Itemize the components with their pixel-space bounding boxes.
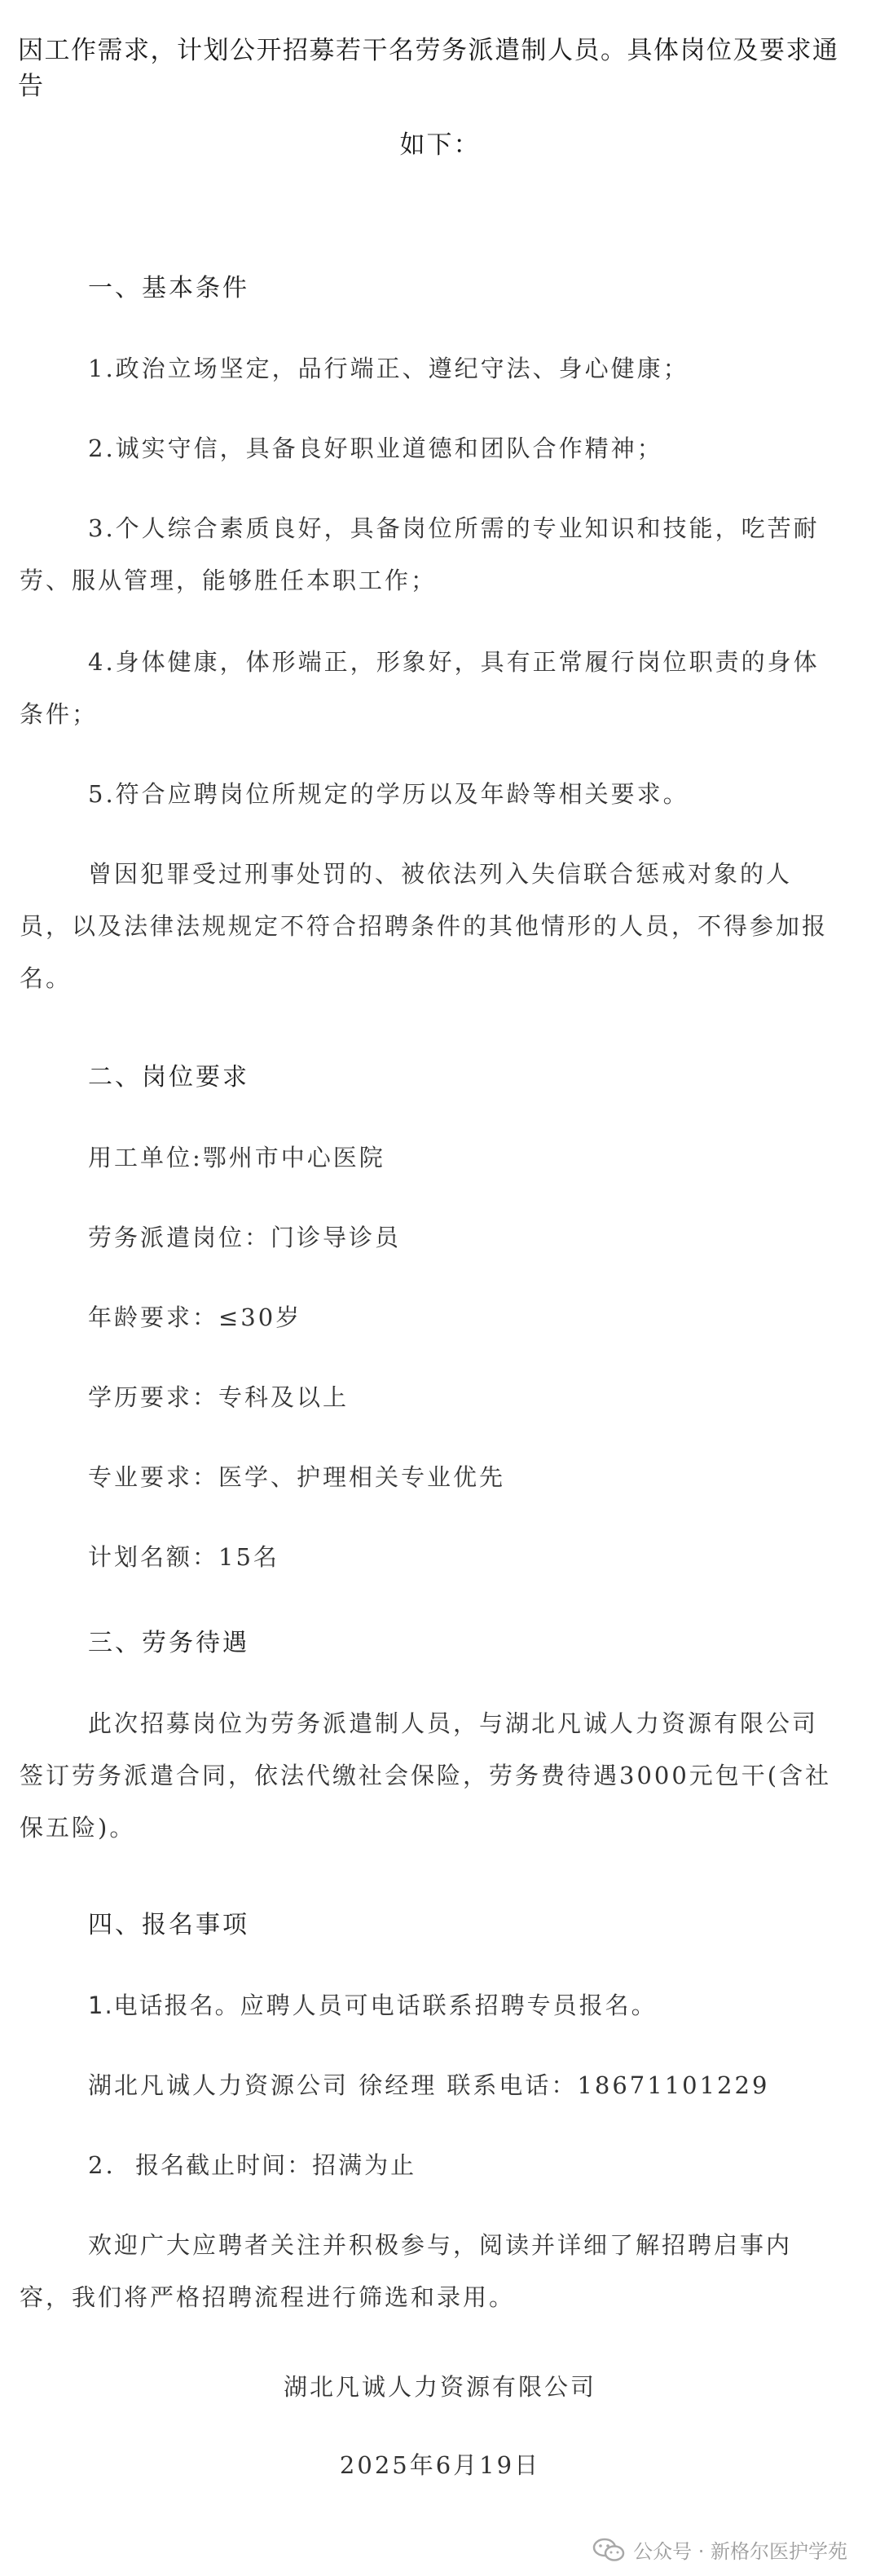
deadline-value: 招满为止	[312, 2151, 417, 2179]
phone-registration-desc: 应聘人员可电话联系招聘专员报名。	[240, 1992, 658, 2019]
deadline-title: 报名截止时间：	[135, 2151, 313, 2179]
education-field: 学历要求：专科及以上	[88, 1383, 350, 1411]
condition-5: 5.符合应聘岗位所规定的学历以及年龄等相关要求。	[88, 780, 689, 808]
signature-date: 2025年6月19日	[339, 2451, 541, 2479]
quota-field: 计划名额：15名	[88, 1543, 279, 1571]
section-4-heading: 四、报名事项	[88, 1911, 249, 1939]
closing-line-2: 容，我们将严格招聘流程进行筛选和录用。	[20, 2283, 516, 2311]
wechat-icon	[592, 2538, 625, 2562]
phone-registration-line	[88, 1989, 847, 2022]
exclusion-note-line-3: 名。	[20, 964, 73, 992]
phone-registration-title: 1.电话报名。	[88, 1992, 240, 2019]
compensation-line-1: 此次招募岗位为劳务派遣制人员，与湖北凡诚人力资源有限公司	[88, 1709, 819, 1737]
major-field: 专业要求：医学、护理相关专业优先	[88, 1463, 506, 1491]
intro-line-1: 因工作需求，计划公开招募若干名劳务派遣制人员。具体岗位及要求通告	[18, 36, 839, 101]
condition-3-line-2: 劳、服从管理，能够胜任本职工作；	[20, 567, 438, 594]
section-1-heading: 一、基本条件	[88, 274, 249, 302]
contact-info: 湖北凡诚人力资源公司 徐经理 联系电话：18671101229	[88, 2071, 770, 2099]
deadline-line	[88, 2149, 847, 2181]
condition-4-line-1: 4.身体健康，体形端正，形象好，具有正常履行岗位职责的身体	[88, 648, 820, 676]
section-2-heading: 二、岗位要求	[88, 1063, 249, 1092]
exclusion-note-line-2: 员，以及法律法规规定不符合招聘条件的其他情形的人员，不得参加报	[20, 912, 829, 940]
signature-company: 湖北凡诚人力资源有限公司	[283, 2373, 596, 2401]
condition-3-line-1: 3.个人综合素质良好，具备岗位所需的专业知识和技能，吃苦耐	[88, 514, 820, 542]
section-3-heading: 三、劳务待遇	[88, 1629, 249, 1657]
condition-4-line-2: 条件；	[20, 700, 99, 728]
wechat-watermark	[592, 2535, 847, 2564]
compensation-line-2: 签订劳务派遣合同，依法代缴社会保险，劳务费待遇3000元包干(含社	[20, 1762, 832, 1789]
exclusion-note-line-1: 曾因犯罪受过刑事处罚的、被依法列入失信联合惩戒对象的人	[88, 860, 793, 888]
condition-1: 1.政治立场坚定，品行端正、遵纪守法、身心健康；	[88, 355, 689, 382]
watermark-text: 公众号 · 新格尔医护学苑	[633, 2540, 847, 2563]
compensation-line-3: 保五险)。	[20, 1814, 136, 1842]
position-field: 劳务派遣岗位：门诊导诊员	[88, 1224, 402, 1251]
deadline-number: 2.	[88, 2151, 116, 2179]
closing-line-1: 欢迎广大应聘者关注并积极参与，阅读并详细了解招聘启事内	[88, 2231, 793, 2259]
condition-2: 2.诚实守信，具备良好职业道德和团队合作精神；	[88, 434, 663, 462]
employer-field: 用工单位:鄂州市中心医院	[88, 1144, 385, 1171]
intro-line-2: 如下：	[399, 130, 481, 160]
age-field: 年龄要求：≤30岁	[88, 1303, 302, 1331]
